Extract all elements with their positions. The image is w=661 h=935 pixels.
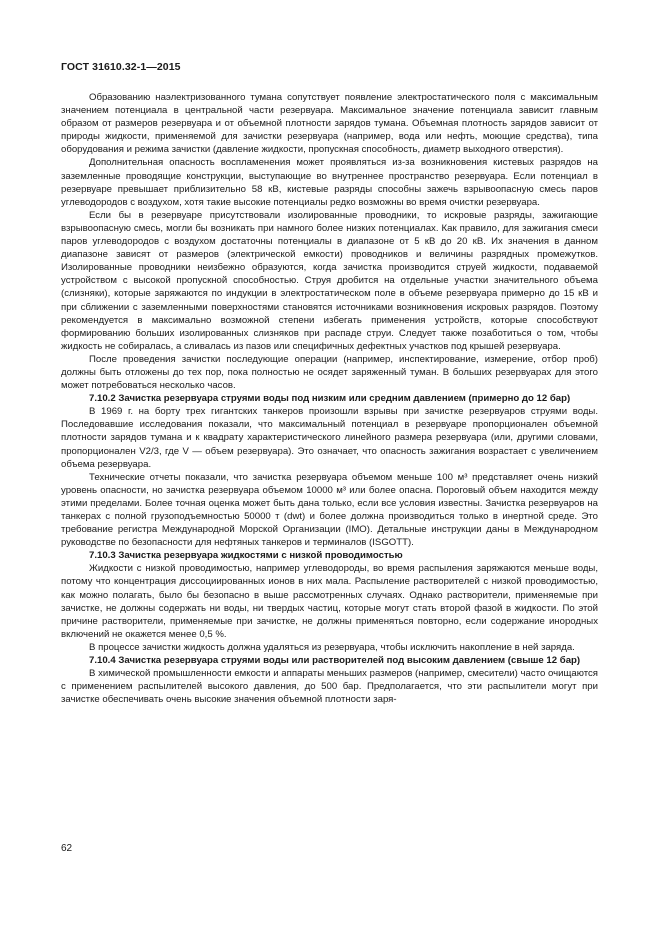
- paragraph: В 1969 г. на борту трех гигантских танкеров произошли взрывы при зачистке резервуаров струями воды. Последовавшие исследования показали, что максимальный потенциал в резервуаре пропорционален объемной плотности зарядов тумана и к квадрату характеристического линейного размера резервуара (или, другими словами, пропорционален V2/3, где V — объем резервуара). Это означает, что опасность зажигания возрастает с увеличением объема резервуара.: [61, 406, 598, 470]
- document-header: ГОСТ 31610.32-1—2015: [61, 61, 181, 73]
- subsection-heading: 7.10.2 Зачистка резервуара струями воды под низким или средним давлением (примерно до 12 бар): [89, 393, 571, 405]
- subsection-heading: 7.10.3 Зачистка резервуара жидкостями с низкой проводимостью: [89, 550, 403, 562]
- paragraph: Технические отчеты показали, что зачистка резервуара объемом меньше 100 м³ представляет очень низкий уровень опасности, но зачистка резервуара объемом 10000 м³ или более опасна. Пороговый объем находится между этими пределами. Более точная оценка может быть дана только, если все условия известны. Зачистка резервуаров на танкерах с полной грузоподъемностью 50000 т (dwt) и более должна производиться только в инертной среде. Это требование регистра Международной Морской Организации (IMO). Детальные инструкции даны в Международном руководстве по безопасности для нефтяных танкеров и терминалов (ISGOTT).: [61, 471, 598, 549]
- paragraph: Жидкости с низкой проводимостью, например углеводороды, во время распыления заряжаются меньше воды, потому что концентрация диссоциированных ионов в них мала. Распыление растворителей с низкой проводимостью, как можно полагать, было бы безопасно в выше рассмотренных случаях. Однако растворители, применяемые при зачистке, не должны содержать ни воды, ни твердых частиц, которые могут стать второй фазой в жидкости. По этой причине растворители, применяемые при зачистке, не должны применяться повторно, если содержание инородных включений не окажется менее 0,5 %.: [61, 563, 598, 640]
- document-body: [61, 91, 598, 706]
- subsection-heading: 7.10.4 Зачистка резервуара струями воды или растворителей под высоким давлением (свыше 12 бар): [89, 655, 581, 667]
- page-number: 62: [61, 843, 73, 854]
- paragraph: Образованию наэлектризованного тумана сопутствует появление электростатического поля с максимальным значением потенциала в центральной части резервуара. Максимальное значение потенциала зависит главным образом от размеров резервуара и от объемной плотности зарядов тумана. Объемная плотность зарядов зависит от природы жидкости, применяемой для зачистки резервуара (например, вода или нефть, моющие средства), типа оборудования и режима зачистки (давление жидкости, пропускная способность, диаметр выходного отверстия).: [61, 92, 598, 156]
- paragraph: В процессе зачистки жидкость должна удаляться из резервуара, чтобы исключить накопление в ней заряда.: [89, 641, 575, 653]
- paragraph: Если бы в резервуаре присутствовали изолированные проводники, то искровые разряды, зажигающие взрывоопасную смесь, могли бы возникать при намного более низких потенциалах. Как правило, для зажигания смеси паров углеводородов с воздухом достаточны потенциалы в диапазоне от 5 кВ до 20 кВ. Их значения в данном диапазоне зависят от размеров (электрической емкости) проводников и величины разрядных промежутков. Изолированные проводники неизбежно образуются, когда зачистка производится струей жидкости, подаваемой устройством с высокой пропускной способностью. Струя дробится на отдельные участки значительного объема (слизняки), которые заряжаются по индукции в электростатическом поле в объеме резервуара примерно до 15 кВ и при сближении с заземленными поверхностями становятся источниками возникновения искровых разрядов. Поэтому рекомендуется в максимально возможной степени избегать применения устройств, которые способствуют формированию больших изолированных слизняков при распаде струи. Следует также позаботиться о том, чтобы жидкость не собиралась, а сливалась из пазов или специфичных дефектных участков под крышей резервуара.: [61, 209, 598, 352]
- paragraph: После проведения зачистки последующие операции (например, инспектирование, измерение, отбор проб) должны быть отложены до тех пор, пока полностью не осядет заряженный туман. В больших резервуарах для этого может потребоваться несколько часов.: [61, 353, 598, 392]
- paragraph: В химической промышленности емкости и аппараты меньших размеров (например, смесители) часто очищаются с применением распылителей высокого давления, до 500 бар. Предполагается, что эти распылители могут при зачистке обеспечивать очень высокие значения объемной плотности заря-: [61, 668, 598, 706]
- paragraph: Дополнительная опасность воспламенения может проявляться из-за возникновения кистевых разрядов на заземленные проводящие конструкции, выступающие во внутреннее пространство резервуара. Если потенциал в резервуаре превышает приблизительно 58 кВ, кистевые разряды способны зажечь взрывоопасную смесь паров углеводородов с воздухом, хотя такие высокие потенциалы редко возможны во время очистки резервуара.: [61, 157, 598, 208]
